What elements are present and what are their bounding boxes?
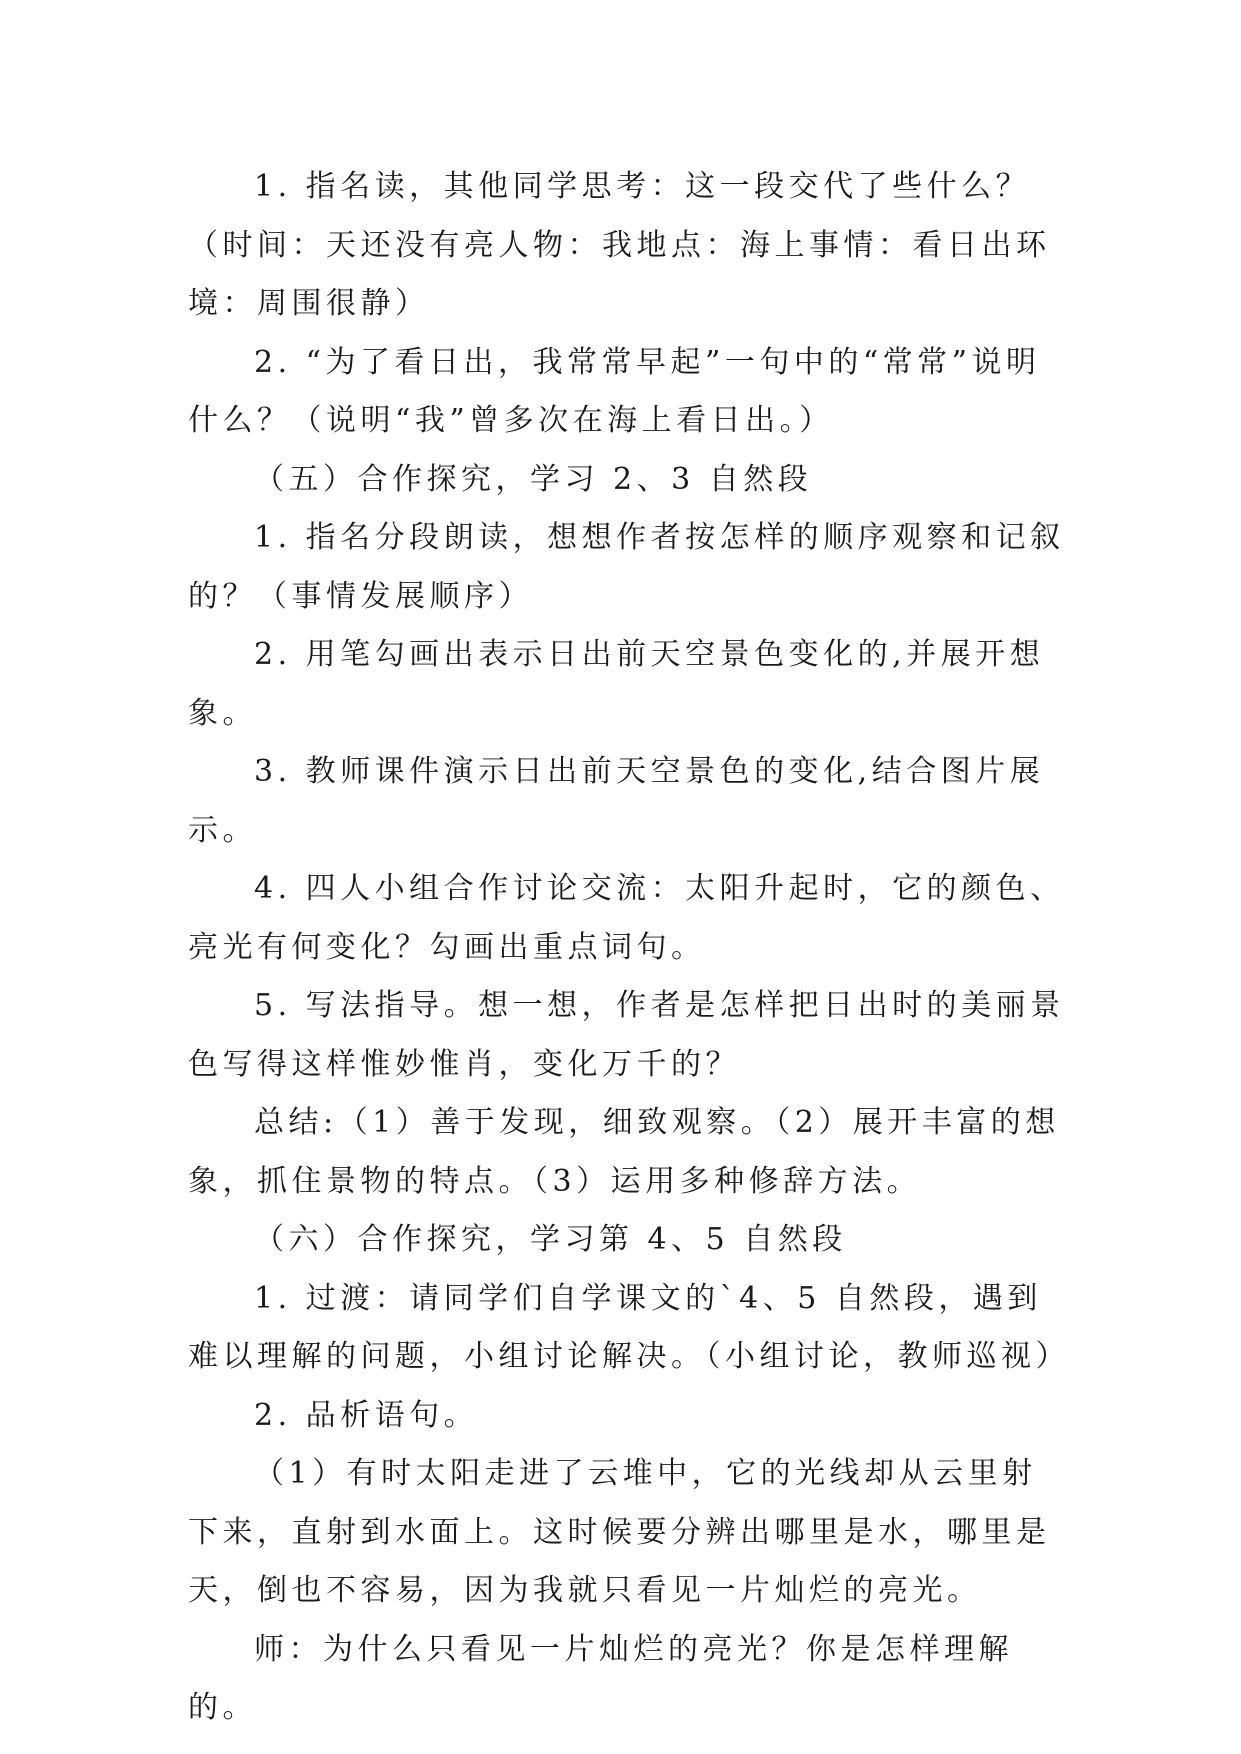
paragraph-2: 2. “为了看日出，我常常早起”一句中的“常常”说明什么？（说明“我”曾多次在海上看日出。）: [188, 344, 1041, 438]
paragraph-6: 4. 四人小组合作讨论交流：太阳升起时，它的颜色、亮光有何变化？勾画出重点词句。: [188, 871, 1065, 965]
teacher-question: 师：为什么只看见一片灿烂的亮光？你是怎样理解的。: [188, 1631, 1013, 1725]
paragraph-5: 3. 教师课件演示日出前天空景色的变化,结合图片展示。: [188, 754, 1045, 848]
summary-paragraph: 总结:（1）善于发现，细致观察。（2）展开丰富的想象，抓住景物的特点。（3）运用多种修辞方法。: [188, 1105, 1060, 1199]
paragraph-7: 5. 写法指导。想一想，作者是怎样把日出时的美丽景色写得这样惟妙惟肖，变化万千的？: [188, 988, 1065, 1082]
quoted-sentence: （1）有时太阳走进了云堆中，它的光线却从云里射下来，直射到水面上。这时候要分辨出哪里是水，哪里是天，倒也不容易，因为我就只看见一片灿烂的亮光。: [188, 1456, 1051, 1608]
paragraph-8: 1. 过渡：请同学们自学课文的`4、5 自然段，遇到难以理解的问题，小组讨论解决。（小组讨论，教师巡视）: [188, 1280, 1070, 1374]
paragraph-1: 1. 指名读，其他同学思考：这一段交代了些什么？（时间：天还没有亮人物：我地点：海上事情：看日出环境：周围很静）: [188, 169, 1051, 321]
paragraph-9: 2. 品析语句。: [254, 1397, 479, 1433]
document-body: [188, 158, 1068, 1738]
section-heading-6: （六）合作探究，学习第 4、5 自然段: [254, 1222, 847, 1257]
paragraph-4: 2. 用笔勾画出表示日出前天空景色变化的,并展开想象。: [188, 637, 1045, 731]
paragraph-3: 1. 指名分段朗读，想想作者按怎样的顺序观察和记叙的？（事情发展顺序）: [188, 520, 1065, 614]
section-heading-5: （五）合作探究，学习 2、3 自然段: [254, 461, 813, 497]
